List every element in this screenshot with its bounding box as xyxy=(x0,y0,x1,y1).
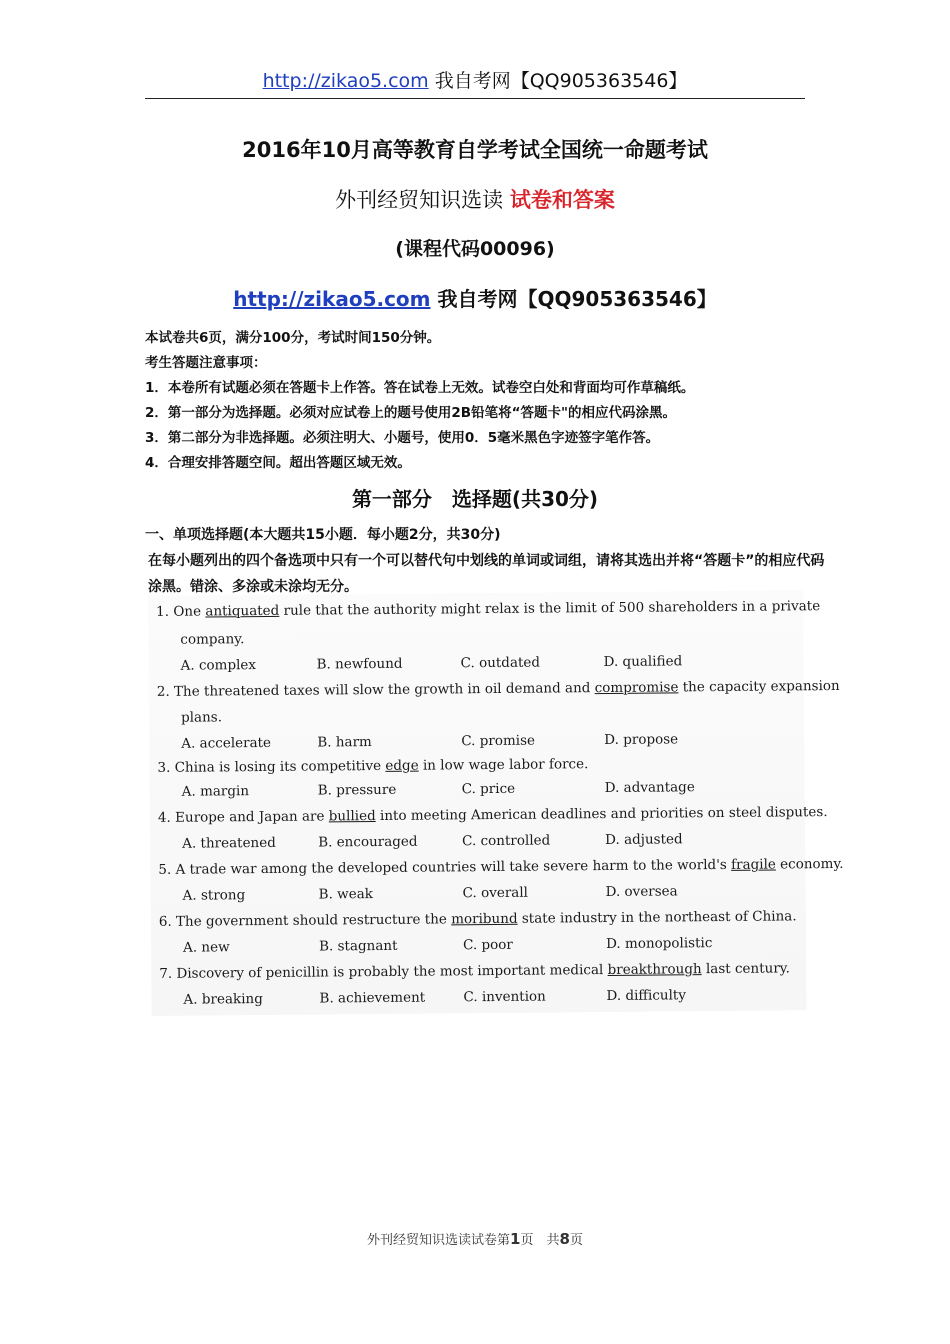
page-footer: 外刊经贸知识选读试卷第1页 共8页 xyxy=(367,1230,583,1248)
note-line: 3．第二部分为非选择题。必须注明大、小题号，使用0．5毫米黑色字迹签字笔作答。 xyxy=(145,430,660,446)
option: A. margin xyxy=(181,783,250,800)
option: D. oversea xyxy=(605,883,678,901)
note-line: 本试卷共6页，满分100分，考试时间150分钟。 xyxy=(145,330,441,346)
option: C. price xyxy=(461,780,516,798)
subject-title xyxy=(0,184,950,214)
question-text: 2. The threatened taxes will slow the growth in oil demand and compromise the capacity expansion xyxy=(156,677,840,700)
option: D. difficulty xyxy=(606,987,686,1005)
option: C. promise xyxy=(461,732,536,750)
section-instruction: 在每小题列出的四个备选项中只有一个可以替代句中划线的单词或词组，请将其选出并将“答题卡”的相应代码涂黑。错涂、多涂或未涂均无分。 xyxy=(148,553,825,595)
question-text: 3. China is losing its competitive edge in low wage labor force. xyxy=(157,756,589,776)
question-continuation: company. xyxy=(180,631,245,648)
underlined-word: moribund xyxy=(451,910,518,928)
option: B. achievement xyxy=(319,989,426,1007)
underlined-word: bullied xyxy=(328,808,376,825)
banner-link[interactable]: http://zikao5.com xyxy=(233,287,431,311)
option: C. invention xyxy=(463,988,546,1006)
question-text: 1. One antiquated rule that the authority might relax is the limit of 500 shareholders in a private xyxy=(156,598,821,620)
option: B. newfound xyxy=(316,655,403,673)
option: B. weak xyxy=(318,886,373,903)
option: D. qualified xyxy=(603,653,683,671)
banner-site-name: 我自考网【QQ905363546】 xyxy=(437,287,717,311)
option: B. pressure xyxy=(317,781,397,799)
exam-title: 2016年10月高等教育自学考试全国统一命题考试 xyxy=(242,138,708,162)
section-title: 一、单项选择题(本大题共15小题．每小题2分，共30分) xyxy=(145,527,501,543)
site-banner xyxy=(0,283,950,312)
option: B. stagnant xyxy=(318,937,398,955)
page-total: 8 xyxy=(559,1230,570,1248)
question-text: 7. Discovery of penicillin is probably the most important medical breakthrough last century. xyxy=(159,960,790,982)
option: D. advantage xyxy=(604,779,695,797)
note-line: 1．本卷所有试题必须在答题卡上作答。答在试卷上无效。试卷空白处和背面均可作草稿纸。 xyxy=(145,380,695,396)
header-link[interactable]: http://zikao5.com xyxy=(262,70,429,92)
option: A. breaking xyxy=(183,991,263,1008)
underlined-word: edge xyxy=(385,757,419,774)
option: D. monopolistic xyxy=(605,935,713,953)
question-text: 4. Europe and Japan are bullied into meeting American deadlines and priorities on steel disputes. xyxy=(157,804,828,826)
page-header xyxy=(145,66,805,99)
paper-answer-label: 试卷和答案 xyxy=(509,188,615,212)
exam-notes xyxy=(145,326,825,476)
option: B. harm xyxy=(317,734,372,751)
option: B. encouraged xyxy=(318,833,418,851)
underlined-word: compromise xyxy=(594,679,679,697)
option: A. strong xyxy=(182,887,246,904)
underlined-word: fragile xyxy=(731,856,776,873)
part-title: 第一部分 选择题(共30分) xyxy=(351,487,599,511)
option: A. new xyxy=(183,939,230,956)
scanned-questions xyxy=(148,590,844,1016)
course-code: (课程代码00096) xyxy=(395,238,555,260)
option: D. propose xyxy=(604,731,679,749)
note-line: 考生答题注意事项： xyxy=(145,355,267,371)
question-text: 5. A trade war among the developed countries will take severe harm to the world's fragile economy. xyxy=(158,855,844,878)
option: C. outdated xyxy=(460,654,541,672)
option: A. complex xyxy=(180,657,257,674)
option: C. poor xyxy=(462,936,513,954)
option: A. threatened xyxy=(182,834,276,852)
question-text: 6. The government should restructure the moribund state industry in the northeast of China. xyxy=(158,908,797,930)
option: C. controlled xyxy=(462,832,551,850)
underlined-word: antiquated xyxy=(205,602,280,620)
note-line: 2．第一部分为选择题。必须对应试卷上的题号使用2B铅笔将“答题卡"的相应代码涂黑。 xyxy=(145,405,676,421)
underlined-word: breakthrough xyxy=(607,961,702,979)
question-continuation: plans. xyxy=(180,709,223,726)
page-number: 1 xyxy=(510,1230,521,1248)
header-site-name: 我自考网【QQ905363546】 xyxy=(434,70,688,92)
option: C. overall xyxy=(462,884,528,902)
note-line: 4．合理安排答题空间。超出答题区域无效。 xyxy=(145,455,411,471)
option: D. adjusted xyxy=(605,831,683,849)
option: A. accelerate xyxy=(181,734,272,752)
subject-name: 外刊经贸知识选读 xyxy=(335,188,504,212)
